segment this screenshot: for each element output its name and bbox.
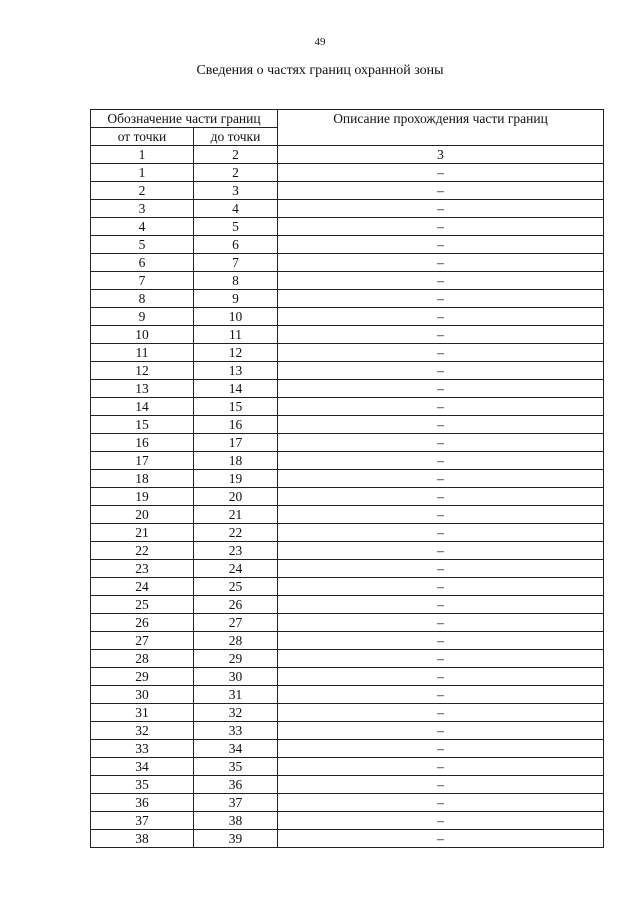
description-cell: –	[278, 560, 604, 578]
table-row	[91, 686, 604, 704]
description-cell: –	[278, 740, 604, 758]
to-point-cell: 16	[194, 416, 278, 434]
from-point-cell: 35	[91, 776, 194, 794]
description-cell: –	[278, 470, 604, 488]
from-point-cell: 8	[91, 290, 194, 308]
table-row	[91, 272, 604, 290]
description-cell: –	[278, 578, 604, 596]
table-body	[91, 164, 604, 848]
from-point-cell: 4	[91, 218, 194, 236]
to-point-cell: 33	[194, 722, 278, 740]
from-point-cell: 38	[91, 830, 194, 848]
description-cell: –	[278, 686, 604, 704]
column-index-1: 1	[91, 146, 194, 164]
description-cell: –	[278, 416, 604, 434]
to-point-cell: 4	[194, 200, 278, 218]
from-point-cell: 6	[91, 254, 194, 272]
header-to-point: до точки	[194, 128, 278, 146]
table-row	[91, 254, 604, 272]
to-point-cell: 6	[194, 236, 278, 254]
to-point-cell: 39	[194, 830, 278, 848]
description-cell: –	[278, 362, 604, 380]
from-point-cell: 17	[91, 452, 194, 470]
table-row	[91, 758, 604, 776]
description-cell: –	[278, 272, 604, 290]
table-row	[91, 560, 604, 578]
description-cell: –	[278, 776, 604, 794]
to-point-cell: 31	[194, 686, 278, 704]
from-point-cell: 15	[91, 416, 194, 434]
to-point-cell: 34	[194, 740, 278, 758]
table-row	[91, 632, 604, 650]
to-point-cell: 32	[194, 704, 278, 722]
to-point-cell: 22	[194, 524, 278, 542]
from-point-cell: 10	[91, 326, 194, 344]
description-cell: –	[278, 614, 604, 632]
description-cell: –	[278, 182, 604, 200]
description-cell: –	[278, 164, 604, 182]
table-row	[91, 218, 604, 236]
table-row	[91, 794, 604, 812]
from-point-cell: 25	[91, 596, 194, 614]
description-cell: –	[278, 344, 604, 362]
from-point-cell: 24	[91, 578, 194, 596]
column-index-2: 2	[194, 146, 278, 164]
from-point-cell: 3	[91, 200, 194, 218]
description-cell: –	[278, 722, 604, 740]
table-row	[91, 776, 604, 794]
table-row	[91, 344, 604, 362]
table-row	[91, 704, 604, 722]
description-cell: –	[278, 398, 604, 416]
description-cell: –	[278, 452, 604, 470]
from-point-cell: 37	[91, 812, 194, 830]
from-point-cell: 1	[91, 164, 194, 182]
table-row	[91, 650, 604, 668]
to-point-cell: 11	[194, 326, 278, 344]
description-cell: –	[278, 200, 604, 218]
description-cell: –	[278, 704, 604, 722]
from-point-cell: 7	[91, 272, 194, 290]
to-point-cell: 38	[194, 812, 278, 830]
table-row	[91, 542, 604, 560]
from-point-cell: 2	[91, 182, 194, 200]
table-row	[91, 326, 604, 344]
table-row	[91, 236, 604, 254]
to-point-cell: 25	[194, 578, 278, 596]
header-row-group	[91, 110, 604, 128]
description-cell: –	[278, 380, 604, 398]
table-row	[91, 488, 604, 506]
description-cell: –	[278, 236, 604, 254]
from-point-cell: 29	[91, 668, 194, 686]
from-point-cell: 18	[91, 470, 194, 488]
to-point-cell: 17	[194, 434, 278, 452]
to-point-cell: 18	[194, 452, 278, 470]
table-row	[91, 164, 604, 182]
table-row	[91, 398, 604, 416]
description-cell: –	[278, 668, 604, 686]
to-point-cell: 28	[194, 632, 278, 650]
description-cell: –	[278, 596, 604, 614]
from-point-cell: 26	[91, 614, 194, 632]
to-point-cell: 14	[194, 380, 278, 398]
description-cell: –	[278, 794, 604, 812]
from-point-cell: 33	[91, 740, 194, 758]
description-cell: –	[278, 542, 604, 560]
table-row	[91, 668, 604, 686]
description-cell: –	[278, 506, 604, 524]
table-row	[91, 722, 604, 740]
from-point-cell: 21	[91, 524, 194, 542]
table-row	[91, 434, 604, 452]
from-point-cell: 22	[91, 542, 194, 560]
to-point-cell: 26	[194, 596, 278, 614]
table-row	[91, 308, 604, 326]
from-point-cell: 19	[91, 488, 194, 506]
to-point-cell: 35	[194, 758, 278, 776]
from-point-cell: 20	[91, 506, 194, 524]
to-point-cell: 13	[194, 362, 278, 380]
to-point-cell: 29	[194, 650, 278, 668]
from-point-cell: 28	[91, 650, 194, 668]
description-cell: –	[278, 632, 604, 650]
from-point-cell: 31	[91, 704, 194, 722]
description-cell: –	[278, 290, 604, 308]
table-row	[91, 614, 604, 632]
to-point-cell: 36	[194, 776, 278, 794]
table-row	[91, 578, 604, 596]
table-row	[91, 470, 604, 488]
from-point-cell: 13	[91, 380, 194, 398]
boundary-parts-table	[90, 109, 604, 848]
document-title: Сведения о частях границ охранной зоны	[196, 63, 444, 78]
description-cell: –	[278, 488, 604, 506]
to-point-cell: 30	[194, 668, 278, 686]
description-cell: –	[278, 812, 604, 830]
page-number: 49	[314, 36, 326, 48]
from-point-cell: 30	[91, 686, 194, 704]
header-boundary-description: Описание прохождения части границ	[278, 110, 604, 146]
to-point-cell: 2	[194, 164, 278, 182]
from-point-cell: 14	[91, 398, 194, 416]
to-point-cell: 20	[194, 488, 278, 506]
description-cell: –	[278, 308, 604, 326]
from-point-cell: 23	[91, 560, 194, 578]
from-point-cell: 34	[91, 758, 194, 776]
to-point-cell: 24	[194, 560, 278, 578]
to-point-cell: 3	[194, 182, 278, 200]
description-cell: –	[278, 254, 604, 272]
table-row	[91, 290, 604, 308]
table-row	[91, 812, 604, 830]
description-cell: –	[278, 830, 604, 848]
table-row	[91, 200, 604, 218]
to-point-cell: 10	[194, 308, 278, 326]
description-cell: –	[278, 758, 604, 776]
table-row	[91, 452, 604, 470]
table-row	[91, 596, 604, 614]
from-point-cell: 12	[91, 362, 194, 380]
header-boundary-part-designation: Обозначение части границ	[91, 110, 278, 128]
description-cell: –	[278, 650, 604, 668]
description-cell: –	[278, 218, 604, 236]
to-point-cell: 9	[194, 290, 278, 308]
to-point-cell: 37	[194, 794, 278, 812]
to-point-cell: 27	[194, 614, 278, 632]
from-point-cell: 5	[91, 236, 194, 254]
column-index-row	[91, 146, 604, 164]
description-cell: –	[278, 524, 604, 542]
from-point-cell: 16	[91, 434, 194, 452]
column-index-3: 3	[278, 146, 604, 164]
header-from-point: от точки	[91, 128, 194, 146]
table-row	[91, 506, 604, 524]
to-point-cell: 7	[194, 254, 278, 272]
from-point-cell: 11	[91, 344, 194, 362]
table-row	[91, 182, 604, 200]
description-cell: –	[278, 326, 604, 344]
from-point-cell: 36	[91, 794, 194, 812]
to-point-cell: 12	[194, 344, 278, 362]
from-point-cell: 27	[91, 632, 194, 650]
to-point-cell: 19	[194, 470, 278, 488]
description-cell: –	[278, 434, 604, 452]
table-row	[91, 524, 604, 542]
table-row	[91, 416, 604, 434]
to-point-cell: 15	[194, 398, 278, 416]
to-point-cell: 23	[194, 542, 278, 560]
from-point-cell: 9	[91, 308, 194, 326]
table-row	[91, 830, 604, 848]
table-row	[91, 362, 604, 380]
table-row	[91, 740, 604, 758]
from-point-cell: 32	[91, 722, 194, 740]
table-row	[91, 380, 604, 398]
to-point-cell: 8	[194, 272, 278, 290]
to-point-cell: 21	[194, 506, 278, 524]
to-point-cell: 5	[194, 218, 278, 236]
